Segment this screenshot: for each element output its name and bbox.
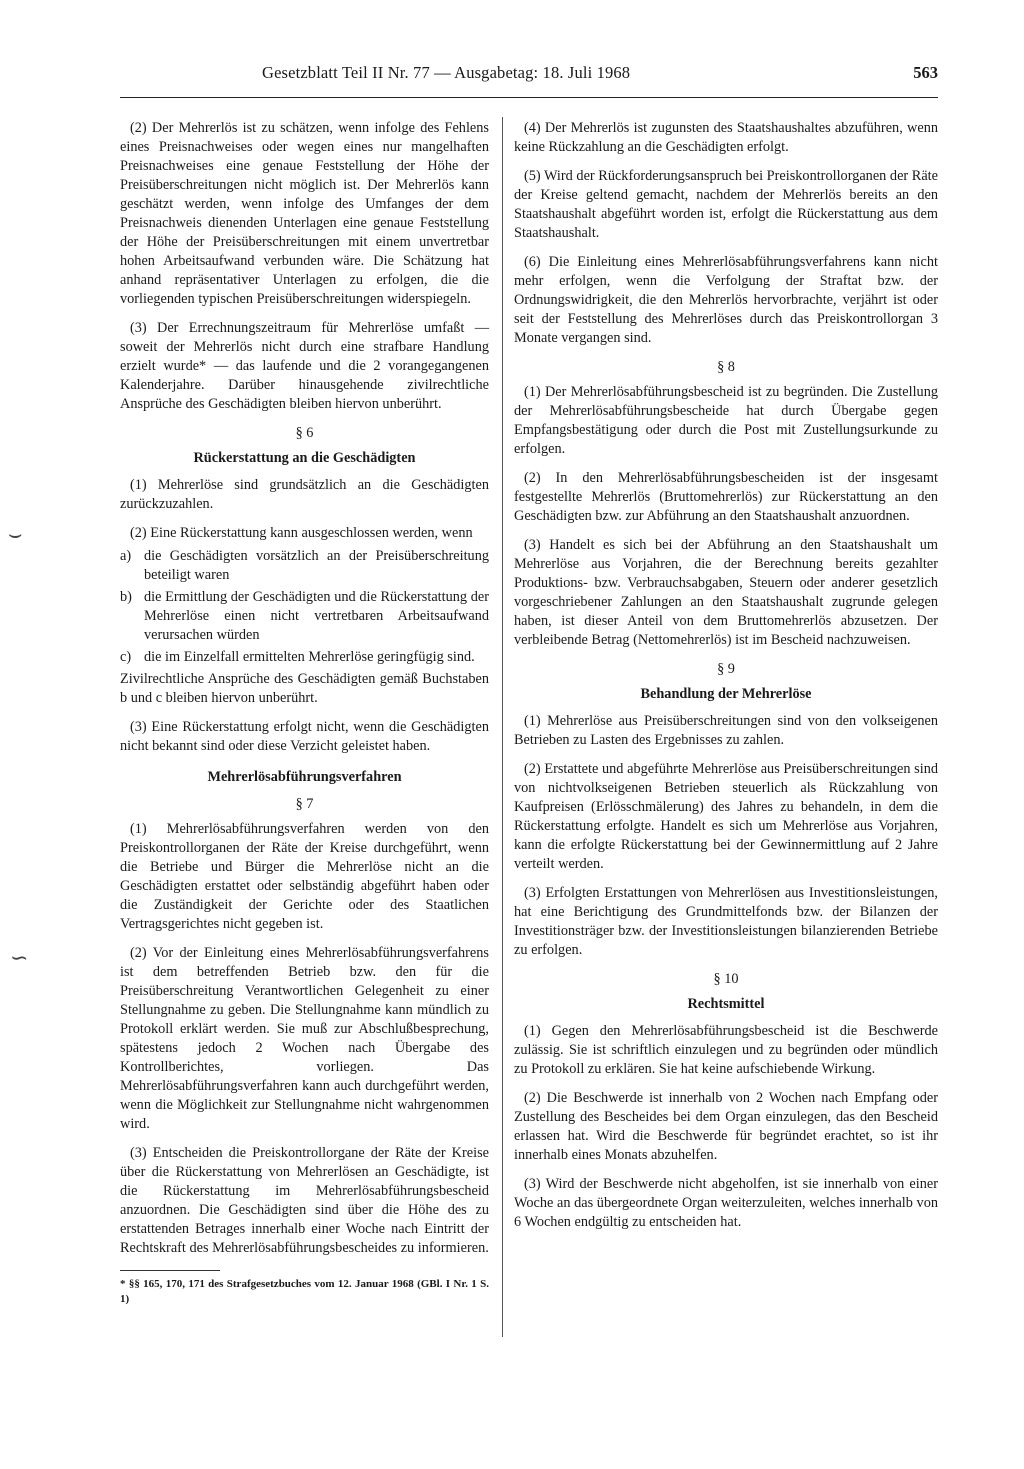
heading-procedure: Mehrerlösabführungsverfahren	[207, 769, 402, 785]
list-item-marker: a)	[120, 548, 132, 564]
paragraph-6-2: (2) Eine Rückerstattung kann ausgeschlossen werden, wenn	[130, 525, 473, 541]
section-6-number: § 6	[295, 425, 314, 441]
footnote: * §§ 165, 170, 171 des Strafgesetzbuches vom 12. Januar 1968 (GBl. I Nr. 1 S. 1)	[120, 1278, 489, 1305]
margin-pencil-mark: ⌣	[8, 522, 23, 547]
paragraph-6-1: (1) Mehrerlöse sind grundsätzlich an die Geschädigten zurückzuzahlen.	[120, 477, 489, 512]
paragraph-5-2: (2) Der Mehrerlös ist zu schätzen, wenn infolge des Fehlens eines Preisnachweises oder wegen eines nur mangelhaften Preisnachweises eine genaue Feststellung der Höhe der Preisüberschreitungen nicht möglich ist. Der Mehrerlös kann geschätzt werden, wenn infolge des Umfanges der dem Preisnachweis dienenden Unterlagen eine genaue Feststellung der Höhe der Preisüberschreitungen mit einem unvertretbar hohen Arbeitsaufwand verbunden wäre. Die Schätzung hat anhand repräsentativer Unterlagen zu erfolgen, die die vorliegenden typischen Preisüberschreitungen widerspiegeln.	[120, 120, 489, 307]
paragraph-9-3: (3) Erfolgten Erstattungen von Mehrerlösen aus Investitionsleistungen, hat eine Berichtigung des Grundmittelfonds bzw. der Bilanzen der Investitionsträger bzw. der Investitionsleistungen bilanzierenden Betriebe zu erfolgen.	[514, 885, 938, 958]
paragraph-10-1: (1) Gegen den Mehrerlösabführungsbescheid ist die Beschwerde zulässig. Sie ist schriftlich einzulegen und zu begründen oder mündlich zu Protokoll zu erklären. Sie hat keine aufschiebende Wirkung.	[514, 1023, 938, 1077]
footnote-rule	[120, 1270, 220, 1271]
paragraph-6-3: (3) Eine Rückerstattung erfolgt nicht, wenn die Geschädigten nicht bekannt sind oder diese Verzicht geleistet haben.	[120, 719, 489, 754]
section-9-number: § 9	[717, 661, 735, 677]
paragraph-8-2: (2) In den Mehrerlösabführungsbescheiden ist der insgesamt festgestellte Mehrerlös (Bruttomehrerlös) zur Rückerstattung an den Geschädigten bzw. zur Abführung an den Staatshaushalt anzuordnen.	[514, 470, 938, 524]
right-column	[514, 119, 938, 1242]
list-item-text: die Geschädigten vorsätzlich an der Preisüberschreitung beteiligt waren	[144, 548, 489, 583]
gazette-title: Gesetzblatt Teil II Nr. 77 — Ausgabetag: 18. Juli 1968	[262, 63, 631, 82]
paragraph-10-2: (2) Die Beschwerde ist innerhalb von 2 Wochen nach Empfang oder Zustellung des Bescheides bei dem Organ einzulegen, das den Bescheid erlassen hat. Wird die Beschwerde für begründet erachtet, so ist ihr innerhalb eines Monats abzuhelfen.	[514, 1090, 938, 1163]
section-10-number: § 10	[713, 971, 739, 987]
paragraph-7-2: (2) Vor der Einleitung eines Mehrerlösabführungsverfahrens ist dem betreffenden Betrieb bzw. den für die Preisüberschreitung Verantwortlichen Gelegenheit zu einer Stellungnahme zu geben. Die Stellungnahme kann mündlich zu Protokoll erklärt werden. Sie muß zur Abschlußbesprechung, spätestens jedoch 2 Wochen nach Übergabe des Kontrollberichtes, vorliegen. Das Mehrerlösabführungsverfahren kann auch durchgeführt werden, wenn die Möglichkeit zur Stellungnahme nicht wahrgenommen wird.	[120, 945, 489, 1132]
list-item-marker: b)	[120, 589, 132, 605]
column-divider	[502, 117, 503, 1337]
section-8-number: § 8	[717, 359, 735, 375]
paragraph-7-6: (6) Die Einleitung eines Mehrerlösabführungsverfahrens kann nicht mehr erfolgen, wenn die Verfolgung der Straftat bzw. der Ordnungswidrigkeit, die den Mehrerlös hervorbrachte, verjährt ist oder seit der Feststellung des Mehrerlöses durch das Preiskontrollorgan 3 Monate vergangen sind.	[514, 254, 938, 346]
header-rule	[120, 97, 938, 98]
list-item-text: die Ermittlung der Geschädigten und die Rückerstattung der Mehrerlöse einen nicht vertretbaren Arbeitsaufwand verursachen würden	[144, 589, 489, 643]
section-7-number: § 7	[295, 796, 314, 812]
section-10-heading: Rechtsmittel	[687, 996, 765, 1012]
left-column	[120, 119, 489, 1307]
paragraph-8-3: (3) Handelt es sich bei der Abführung an den Staatshaushalt um Mehrerlöse aus Vorjahren, die der Berechnung bereits gezahlter Produktions- bzw. Verbrauchsabgaben, Steuern oder anderer gesetzlich vorgeschriebener Zahlungen an den Staatshaushalt zugrunde gelegen haben, ist dieser Anteil von dem Bruttomehrerlös abzusetzen. Der verbleibende Betrag (Nettomehrerlös) ist im Bescheid nachzuweisen.	[514, 537, 938, 648]
paragraph-6-2-note: Zivilrechtliche Ansprüche des Geschädigten gemäß Buchstaben b und c bleiben hiervon unberührt.	[120, 671, 489, 706]
paragraph-10-3: (3) Wird der Beschwerde nicht abgeholfen, ist sie innerhalb von einer Woche an das übergeordnete Organ weiterzuleiten, welches innerhalb von 6 Wochen endgültig zu entscheiden hat.	[514, 1176, 938, 1230]
paragraph-5-3: (3) Der Errechnungszeitraum für Mehrerlöse umfaßt — soweit der Mehrerlös nicht durch eine strafbare Handlung erzielt wurde* — das laufende und die 2 vorangegangenen Kalenderjahre. Darüber hinausgehende zivilrechtliche Ansprüche des Geschädigten bleiben hiervon unberührt.	[120, 320, 489, 412]
list-item-marker: c)	[120, 649, 132, 665]
list-item	[120, 588, 489, 645]
list-item	[120, 547, 489, 585]
list-item-text: die im Einzelfall ermittelten Mehrerlöse geringfügig sind.	[144, 649, 475, 665]
paragraph-9-2: (2) Erstattete und abgeführte Mehrerlöse aus Preisüberschreitungen sind von nichtvolkseigenen Betrieben steuerlich als Rückzahlung von Kaufpreisen (Erlösschmälerung) des Jahres zu behandeln, in dem die Rückerstattung erfolgte. Handelt es sich um Mehrerlöse aus Vorjahren, kann die erfolgte Rückerstattung bei der Gewinnermittlung auf 2 Jahre verteilt werden.	[514, 761, 938, 872]
section-9-heading: Behandlung der Mehrerlöse	[640, 686, 812, 702]
list-item	[120, 648, 489, 667]
paragraph-8-1: (1) Der Mehrerlösabführungsbescheid ist zu begründen. Die Zustellung der Mehrerlösabführungsbescheide hat durch Übergabe gegen Empfangsbestätigung oder durch die Post mit Zustellungsurkunde zu erfolgen.	[514, 384, 938, 457]
page-number: 563	[913, 63, 938, 82]
page-header	[262, 63, 938, 85]
margin-pencil-mark: ∽	[10, 946, 29, 971]
paragraph-7-4: (4) Der Mehrerlös ist zugunsten des Staatshaushaltes abzuführen, wenn keine Rückzahlung an die Geschädigten erfolgt.	[514, 120, 938, 155]
paragraph-9-1: (1) Mehrerlöse aus Preisüberschreitungen sind von den volkseigenen Betrieben zu Lasten des Ergebnisses zu zahlen.	[514, 713, 938, 748]
paragraph-7-1: (1) Mehrerlösabführungsverfahren werden von den Preiskontrollorganen der Räte der Kreise durchgeführt, wenn die Betriebe und Bürger die Mehrerlöse nicht an die Geschädigten erstattet oder selbständig abgeführt haben oder die Zuständigkeit der Gerichte oder des Staatlichen Vertragsgerichtes nicht gegeben ist.	[120, 821, 489, 932]
section-6-heading: Rückerstattung an die Geschädigten	[193, 450, 416, 466]
paragraph-7-3: (3) Entscheiden die Preiskontrollorgane der Räte der Kreise über die Rückerstattung von Mehrerlösen an Geschädigte, ist die Rückerstattung im Mehrerlösabführungsbescheid anzuordnen. Die Geschädigten sind über die Höhe des zu erstattenden Betrages innerhalb einer Woche nach Eintritt der Rechtskraft des Mehrerlösabführungsbescheides zu informieren.	[120, 1145, 489, 1256]
paragraph-7-5: (5) Wird der Rückforderungsanspruch bei Preiskontrollorganen der Räte der Kreise geltend gemacht, nachdem der Mehrerlös bereits an den Staatshaushalt abgeführt worden ist, erfolgt die Rückerstattung aus dem Staatshaushalt.	[514, 168, 938, 241]
